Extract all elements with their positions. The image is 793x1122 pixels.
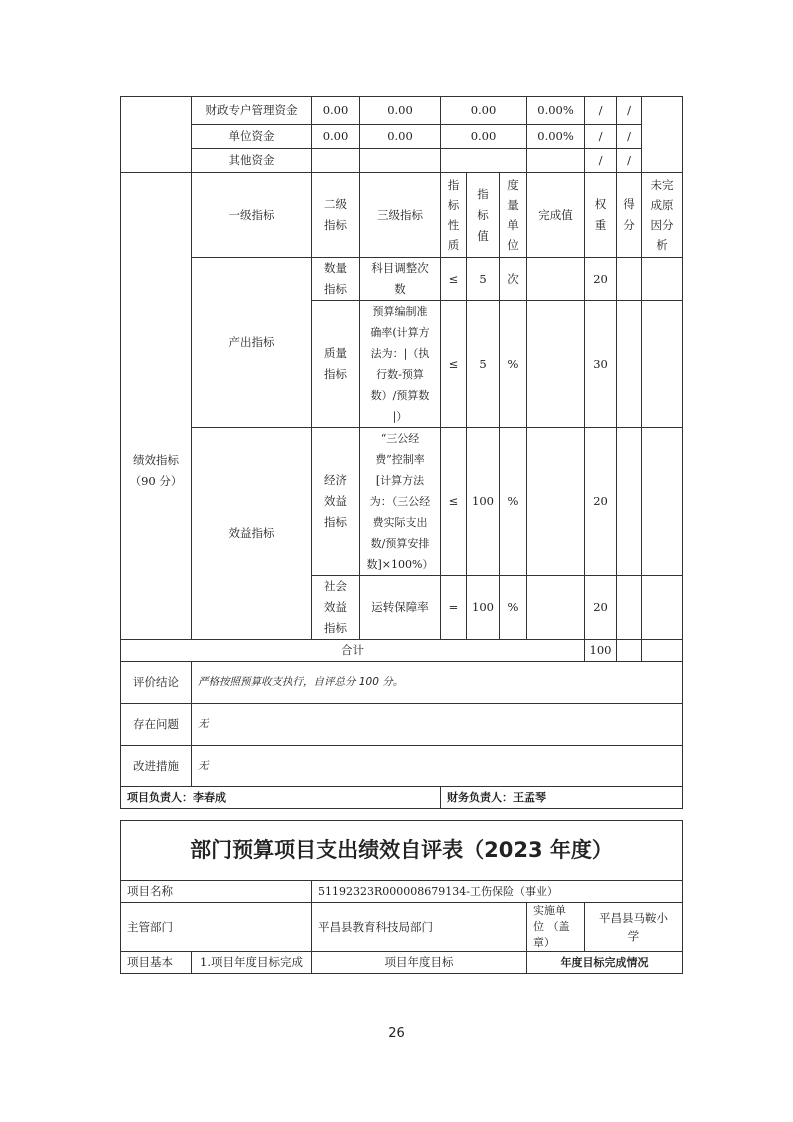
evaluation-text: 无 xyxy=(192,704,683,746)
header-score: 得 分 xyxy=(617,173,642,258)
unit-cell: 次 xyxy=(500,258,527,301)
level2-cell: 数量 指标 xyxy=(312,258,360,301)
header-level2: 二级 指标 xyxy=(312,173,360,258)
value-cell: 5 xyxy=(467,258,500,301)
page-number: 26 xyxy=(388,1026,405,1041)
level3-cell: 科目调整次 数 xyxy=(360,258,441,301)
header-value: 指 标 值 xyxy=(467,173,500,258)
level3-cell: 预算编制准 确率(计算方 法为：|（执 行数-预算 数）/预算数 |） xyxy=(360,301,441,428)
reason-cell xyxy=(642,576,683,640)
reason-cell xyxy=(642,301,683,428)
impl-unit-value: 平昌县马鞍小 学 xyxy=(585,903,683,952)
evaluation-row xyxy=(121,746,683,787)
indicator-row xyxy=(121,428,683,576)
total-weight: 100 xyxy=(585,640,617,662)
header-actual: 完成值 xyxy=(527,173,585,258)
total-score xyxy=(617,640,642,662)
actual-cell xyxy=(527,301,585,428)
evaluation-text: 无 xyxy=(192,746,683,787)
finance-lead: 财务负责人：王孟琴 xyxy=(441,787,683,809)
reason-cell xyxy=(642,428,683,576)
department-row xyxy=(121,903,683,952)
funding-value: 0.00 xyxy=(312,125,360,149)
funding-row xyxy=(121,97,683,125)
funding-value: 0.00 xyxy=(441,97,527,125)
unit-cell: % xyxy=(500,301,527,428)
funding-label: 其他资金 xyxy=(192,149,312,173)
funding-value: 0.00 xyxy=(360,97,441,125)
funding-value: 0.00 xyxy=(312,97,360,125)
funding-value: 0.00 xyxy=(360,125,441,149)
funding-slash: / xyxy=(617,149,642,173)
signature-row xyxy=(121,787,683,809)
project-name-value: 51192323R000008679134-工伤保险（事业） xyxy=(312,881,683,903)
annual-status-label: 年度目标完成情况 xyxy=(527,952,683,974)
form-title: 部门预算项目支出绩效自评表（2023 年度） xyxy=(121,821,683,881)
impl-unit-label: 实施单 位 （盖 章） xyxy=(527,903,585,952)
performance-label: 绩效指标 （90 分） xyxy=(121,173,192,640)
dept-value: 平昌县教育科技局部门 xyxy=(312,903,527,952)
project-lead: 项目负责人：李春成 xyxy=(121,787,441,809)
indicator-header-row xyxy=(121,173,683,258)
funding-rate: 0.00% xyxy=(527,97,585,125)
level2-cell: 经济 效益 指标 xyxy=(312,428,360,576)
total-row xyxy=(121,640,683,662)
unit-cell: % xyxy=(500,576,527,640)
header-nature: 指 标 性 质 xyxy=(441,173,467,258)
funding-slash: / xyxy=(617,125,642,149)
project-name-row xyxy=(121,881,683,903)
funding-row xyxy=(121,149,683,173)
funding-slash: / xyxy=(585,125,617,149)
funding-label: 单位资金 xyxy=(192,125,312,149)
nature-cell: ≤ xyxy=(441,301,467,428)
annual-goal-label: 项目年度目标 xyxy=(312,952,527,974)
basic-label: 项目基本 xyxy=(121,952,192,974)
nature-cell: = xyxy=(441,576,467,640)
funding-rate: 0.00% xyxy=(527,125,585,149)
header-unit: 度 量 单 位 xyxy=(500,173,527,258)
funding-slash: / xyxy=(617,97,642,125)
funding-slash: / xyxy=(585,97,617,125)
evaluation-text: 严格按照预算收支执行，自评总分 100 分。 xyxy=(192,662,683,704)
self-evaluation-form xyxy=(120,820,683,974)
weight-cell: 20 xyxy=(585,428,617,576)
score-cell xyxy=(617,576,642,640)
funding-value xyxy=(441,149,527,173)
level3-cell: “三公经 费”控制率 [计算方法 为：（三公经 费实际支出 数/预算安排 数]×100%） xyxy=(360,428,441,576)
evaluation-row xyxy=(121,704,683,746)
evaluation-label: 存在问题 xyxy=(121,704,192,746)
unit-cell: % xyxy=(500,428,527,576)
total-reason xyxy=(642,640,683,662)
funding-value xyxy=(360,149,441,173)
nature-cell: ≤ xyxy=(441,258,467,301)
level1-cell: 产出指标 xyxy=(192,258,312,428)
level2-cell: 社会 效益 指标 xyxy=(312,576,360,640)
level2-cell: 质量 指标 xyxy=(312,301,360,428)
value-cell: 100 xyxy=(467,428,500,576)
value-cell: 100 xyxy=(467,576,500,640)
score-cell xyxy=(617,301,642,428)
funding-value xyxy=(312,149,360,173)
funding-row xyxy=(121,125,683,149)
goal-completion-label: 1.项目年度目标完成 xyxy=(192,952,312,974)
funding-value: 0.00 xyxy=(441,125,527,149)
header-level3: 三级指标 xyxy=(360,173,441,258)
level3-cell: 运转保障率 xyxy=(360,576,441,640)
dept-label: 主管部门 xyxy=(121,903,312,952)
header-level1: 一级指标 xyxy=(192,173,312,258)
header-reason: 未完 成原 因分 析 xyxy=(642,173,683,258)
total-label: 合计 xyxy=(121,640,585,662)
reason-cell xyxy=(642,258,683,301)
evaluation-label: 改进措施 xyxy=(121,746,192,787)
form-title-row xyxy=(121,821,683,881)
blank-cell xyxy=(642,97,683,173)
weight-cell: 20 xyxy=(585,576,617,640)
performance-table xyxy=(120,96,683,809)
header-weight: 权 重 xyxy=(585,173,617,258)
weight-cell: 30 xyxy=(585,301,617,428)
weight-cell: 20 xyxy=(585,258,617,301)
evaluation-label: 评价结论 xyxy=(121,662,192,704)
actual-cell xyxy=(527,428,585,576)
blank-cell xyxy=(121,97,192,173)
actual-cell xyxy=(527,258,585,301)
actual-cell xyxy=(527,576,585,640)
funding-label: 财政专户管理资金 xyxy=(192,97,312,125)
funding-rate xyxy=(527,149,585,173)
evaluation-row xyxy=(121,662,683,704)
value-cell: 5 xyxy=(467,301,500,428)
level1-cell: 效益指标 xyxy=(192,428,312,640)
funding-slash: / xyxy=(585,149,617,173)
project-name-label: 项目名称 xyxy=(121,881,312,903)
score-cell xyxy=(617,258,642,301)
nature-cell: ≤ xyxy=(441,428,467,576)
indicator-row xyxy=(121,258,683,301)
score-cell xyxy=(617,428,642,576)
basic-row xyxy=(121,952,683,974)
